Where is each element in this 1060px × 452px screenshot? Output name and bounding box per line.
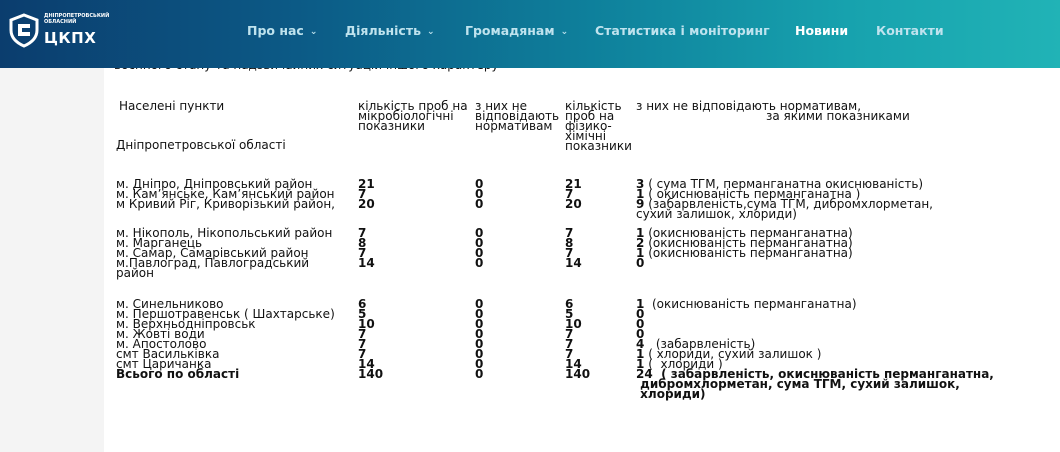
detail-line: (окиснюваність перманганатна) xyxy=(648,297,857,311)
micro-samples-value: 7 xyxy=(358,347,367,361)
settlement-name-line: м. Жовті води xyxy=(116,327,205,341)
physchem-samples-value: 14 xyxy=(565,256,582,270)
physchem-samples-value: 6 xyxy=(565,297,574,311)
noncompliant-count: 1 xyxy=(636,187,645,201)
micro-samples-value: 7 xyxy=(358,337,367,351)
detail-line: ( хлориди, сухий залишок ) xyxy=(648,347,822,361)
noncompliant-count: 2 xyxy=(636,236,645,250)
logo-caption: ДНІПРОПЕТРОВСЬКИЙ ОБЛАСНИЙ xyxy=(44,13,110,25)
micro-noncompliant-value: 0 xyxy=(475,197,484,211)
col4-header-line: проб на xyxy=(565,109,615,123)
nav-statistics-label: Статистика і моніторинг xyxy=(595,23,770,38)
detail-line: ( хлориди ) xyxy=(648,357,723,371)
noncompliant-count: 3 xyxy=(636,177,645,191)
physchem-samples-value: 8 xyxy=(565,236,574,250)
physchem-samples-value: 7 xyxy=(565,347,574,361)
nav-news[interactable] xyxy=(795,23,848,38)
noncompliant-count: 0 xyxy=(636,327,645,341)
detail-line: сухий залишок, хлориди) xyxy=(636,207,797,221)
col3-header-line: відповідають xyxy=(475,109,560,123)
physchem-samples-value: 20 xyxy=(565,197,582,211)
nav-activity[interactable] xyxy=(345,23,435,38)
detail-line: ( забарвленість, окиснюваність перманганатна, xyxy=(656,367,994,381)
noncompliant-count: 4 xyxy=(636,337,645,351)
col2-header xyxy=(358,101,468,131)
micro-noncompliant-value: 0 xyxy=(475,327,484,341)
noncompliant-count: 1 xyxy=(636,297,645,311)
detail-line: (забарвленість,сума ТГМ, дибромхлорметан, xyxy=(648,197,933,211)
micro-samples-value: 21 xyxy=(358,177,375,191)
micro-noncompliant-value: 0 xyxy=(475,307,484,321)
micro-samples-value: 8 xyxy=(358,236,367,250)
nav-contacts-label: Контакти xyxy=(876,23,944,38)
col4-header xyxy=(565,101,632,151)
micro-noncompliant-value: 0 xyxy=(475,317,484,331)
settlement-name-line: м. Першотравенськ ( Шахтарське) xyxy=(116,307,335,321)
micro-noncompliant-value: 0 xyxy=(475,337,484,351)
site-header xyxy=(0,0,1060,68)
micro-noncompliant-value: 0 xyxy=(475,236,484,250)
physchem-samples-value: 7 xyxy=(565,337,574,351)
noncompliant-count: 1 xyxy=(636,347,645,361)
physchem-samples-value: 5 xyxy=(565,307,574,321)
micro-noncompliant-value: 0 xyxy=(475,347,484,361)
settlement-name-line: смт Васильківка xyxy=(116,347,220,361)
micro-noncompliant-value: 0 xyxy=(475,367,484,381)
chevron-down-icon: ⌄ xyxy=(309,27,318,37)
micro-samples-value: 14 xyxy=(358,256,375,270)
noncompliant-count: 0 xyxy=(636,307,645,321)
noncompliant-count: 1 xyxy=(636,357,645,371)
settlement-name-line: Всього по області xyxy=(116,367,240,381)
nav-about-label: Про нас xyxy=(247,23,304,38)
col2-header-line: мікробіологічні xyxy=(358,109,454,123)
noncompliance-detail xyxy=(636,369,994,399)
noncompliance-detail xyxy=(636,199,933,219)
noncompliant-count: 1 xyxy=(636,226,645,240)
detail-line: хлориди) xyxy=(636,387,706,401)
col4-header-line: хімічні xyxy=(565,129,607,143)
micro-samples-value: 10 xyxy=(358,317,375,331)
physchem-samples-value: 21 xyxy=(565,177,582,191)
nav-citizens[interactable] xyxy=(465,23,568,38)
nav-news-label: Новини xyxy=(795,23,849,38)
settlement-name-line: м. Самар, Самарівський район xyxy=(116,246,309,260)
noncompliance-detail xyxy=(636,299,857,309)
nav-citizens-label: Громадянам xyxy=(465,23,555,38)
settlement-name-line: м. Апостолово xyxy=(116,337,207,351)
physchem-samples-value: 10 xyxy=(565,317,582,331)
micro-noncompliant-value: 0 xyxy=(475,256,484,270)
micro-noncompliant-value: 0 xyxy=(475,246,484,260)
logo-mark-icon xyxy=(6,12,42,48)
noncompliant-count: 24 xyxy=(636,367,653,381)
settlement-name-line: м. Нікополь, Нікопольський район xyxy=(116,226,333,240)
micro-samples-value: 7 xyxy=(358,327,367,341)
col3-header-line: нормативам xyxy=(475,119,553,133)
micro-samples-value: 7 xyxy=(358,246,367,260)
settlement-name-line: смт Царичанка xyxy=(116,357,212,371)
micro-samples-value: 7 xyxy=(358,226,367,240)
micro-noncompliant-value: 0 xyxy=(475,226,484,240)
col4-header-line: кількість xyxy=(565,99,622,113)
noncompliant-count: 0 xyxy=(636,317,645,331)
micro-samples-value: 7 xyxy=(358,187,367,201)
settlement-name-line: м. Синельниково xyxy=(116,297,224,311)
micro-noncompliant-value: 0 xyxy=(475,297,484,311)
settlement-name-line: м. Кам’янське, Кам’янський район xyxy=(116,187,335,201)
physchem-samples-value: 7 xyxy=(565,187,574,201)
physchem-samples-value: 7 xyxy=(565,226,574,240)
col2-header-line: кількість проб на xyxy=(358,99,468,113)
micro-samples-value: 20 xyxy=(358,197,375,211)
micro-noncompliant-value: 0 xyxy=(475,187,484,201)
noncompliant-count: 1 xyxy=(636,246,645,260)
nav-statistics[interactable] xyxy=(595,23,770,38)
physchem-samples-value: 7 xyxy=(565,246,574,260)
settlement-name-line: м. Марганець xyxy=(116,236,203,250)
col1-header: Населені пункти xyxy=(119,99,225,113)
noncompliance-detail xyxy=(636,258,644,268)
site-logo[interactable] xyxy=(6,12,121,58)
detail-line: (окиснюваність перманганатна) xyxy=(648,246,853,260)
settlement-name xyxy=(116,258,309,278)
noncompliant-count: 0 xyxy=(636,256,645,270)
col3-header xyxy=(475,101,559,131)
settlement-name-line: м. Дніпро, Дніпровський район xyxy=(116,177,313,191)
settlement-name-line: район xyxy=(116,266,154,280)
nav-about[interactable] xyxy=(247,23,317,38)
settlement-name-line: м.Павлоград, Павлоградський xyxy=(116,256,310,270)
micro-samples-value: 5 xyxy=(358,307,367,321)
col1-header-sub: Дніпропетровської області xyxy=(116,138,286,152)
col3-header-line: з них не xyxy=(475,99,527,113)
micro-noncompliant-value: 0 xyxy=(475,357,484,371)
micro-samples-value: 14 xyxy=(358,357,375,371)
physchem-samples-value: 14 xyxy=(565,357,582,371)
logo-title: ЦКПХ xyxy=(44,29,97,47)
chevron-down-icon: ⌄ xyxy=(560,27,569,37)
physchem-samples-value: 140 xyxy=(565,367,591,381)
micro-samples-value: 6 xyxy=(358,297,367,311)
noncompliance-detail xyxy=(636,248,853,258)
detail-line: ( сума ТГМ, перманганатна окиснюваність) xyxy=(648,177,924,191)
settlement-name xyxy=(116,369,239,379)
detail-line: (окиснюваність перманганатна) xyxy=(648,226,853,240)
detail-line: (забарвленість) xyxy=(648,337,756,351)
micro-samples-value: 140 xyxy=(358,367,384,381)
nav-activity-label: Діяльність xyxy=(345,23,421,38)
detail-line: ( окиснюваність перманганатна ) xyxy=(648,187,861,201)
col5-header: з них не відповідають нормативам, xyxy=(636,99,862,113)
col4-header-line: фізико- xyxy=(565,119,612,133)
article-content xyxy=(104,54,1060,452)
settlement-name-line: м. Верхньодніпровськ xyxy=(116,317,256,331)
col4-header-line: показники xyxy=(565,139,632,153)
settlement-name-line: м Кривий Ріг, Криворізький район, xyxy=(116,197,335,211)
col2-header-line: показники xyxy=(358,119,425,133)
chevron-down-icon: ⌄ xyxy=(426,27,435,37)
detail-line: дибромхлорметан, сума ТГМ, сухий залишок, xyxy=(636,377,960,391)
settlement-name xyxy=(116,199,335,209)
nav-contacts[interactable] xyxy=(876,23,944,38)
physchem-samples-value: 7 xyxy=(565,327,574,341)
detail-line: (окиснюваність перманганатна) xyxy=(648,236,853,250)
noncompliant-count: 9 xyxy=(636,197,645,211)
col5-header-sub: за якими показниками xyxy=(766,109,910,123)
micro-noncompliant-value: 0 xyxy=(475,177,484,191)
